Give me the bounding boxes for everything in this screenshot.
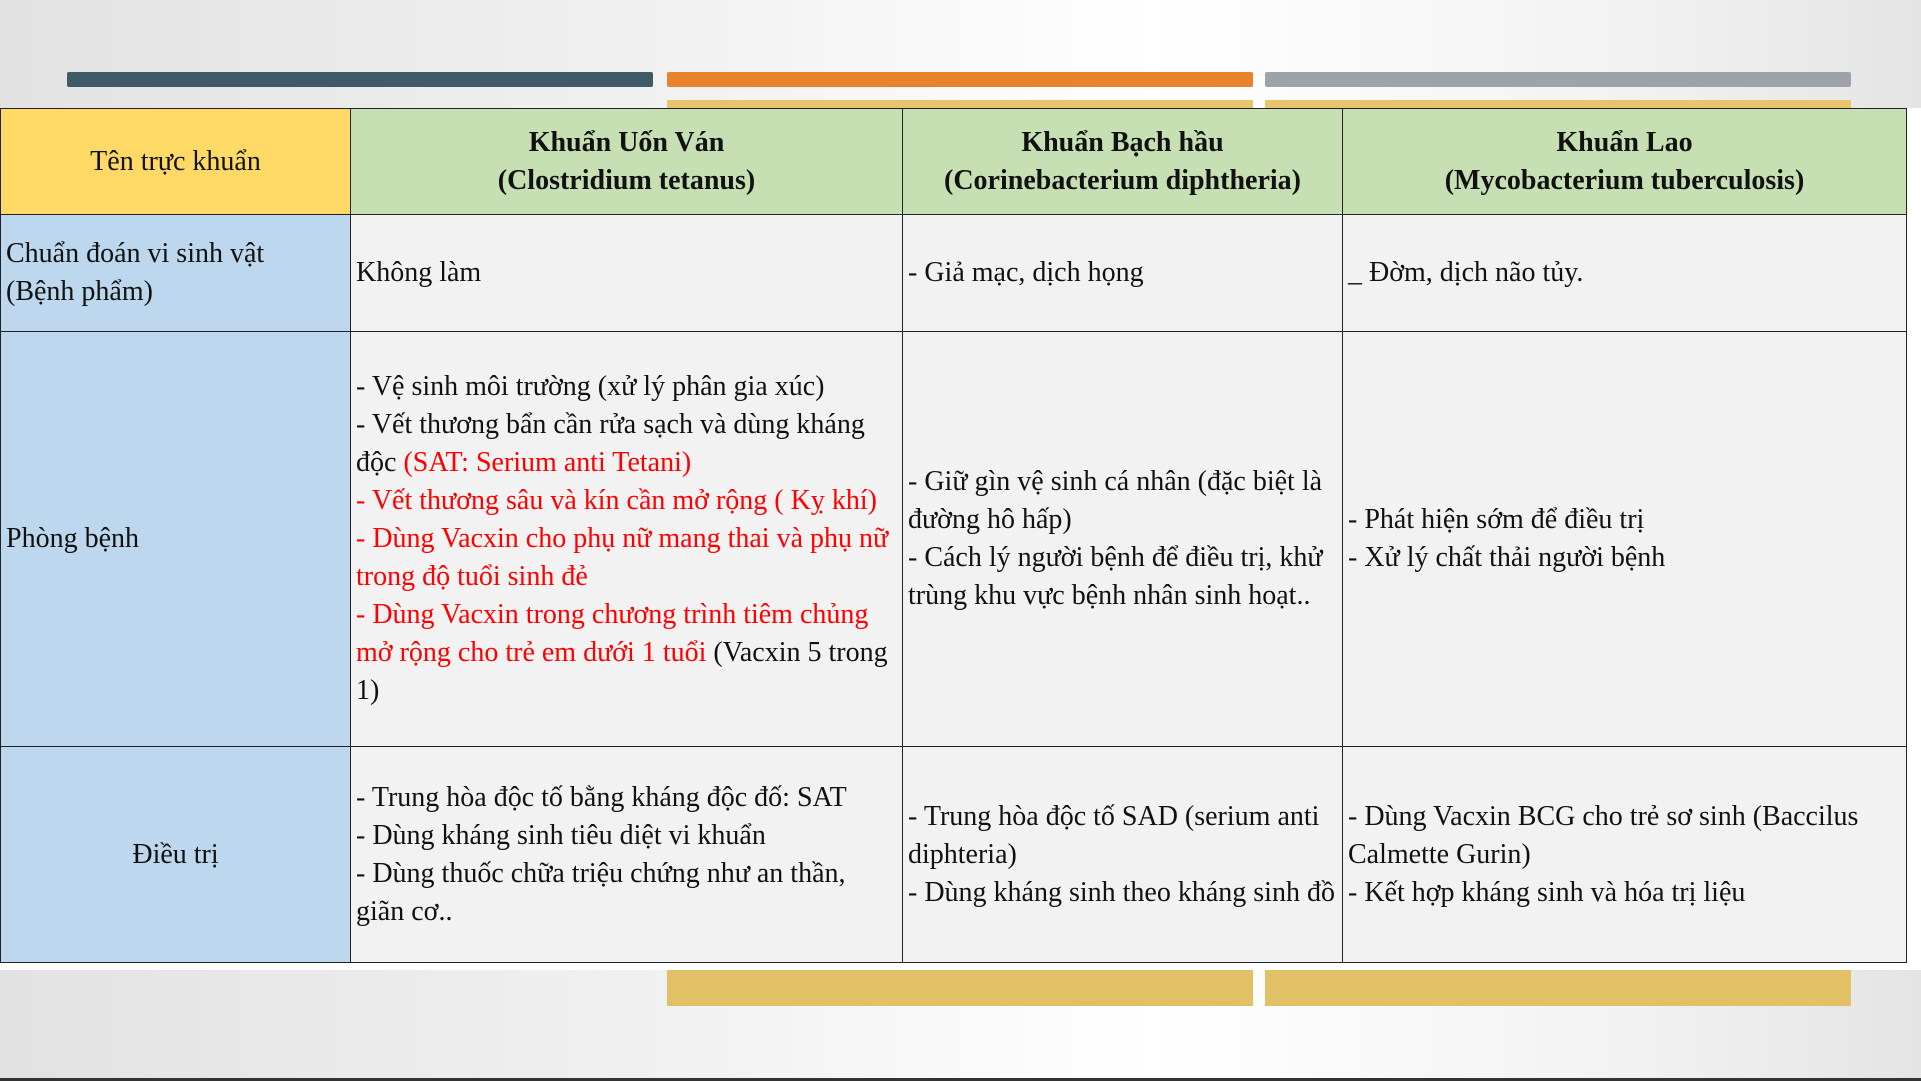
diagnosis-tetanus: Không làm — [351, 215, 903, 332]
header-tetanus-name: Khuẩn Uốn Ván — [528, 126, 725, 158]
header-diphtheria — [903, 109, 1343, 215]
header-tetanus — [351, 109, 903, 215]
header-label: Tên trực khuẩn — [90, 145, 261, 177]
header-tuberculosis-latin: (Mycobacterium tuberculosis) — [1444, 164, 1805, 196]
row-label-diagnosis — [1, 215, 351, 332]
table-row-diagnosis — [1, 215, 1907, 332]
prevention-tetanus-line2 — [356, 406, 897, 482]
diagnosis-label-line1: Chuẩn đoán vi sinh vật — [6, 238, 265, 269]
decorative-bar-gray — [1265, 72, 1851, 87]
header-diphtheria-name: Khuẩn Bạch hầu — [1021, 126, 1224, 158]
prevention-tetanus-sat: (SAT: Serium anti Tetani) — [403, 447, 692, 478]
prevention-tuberculosis-line2: - Xử lý chất thải người bệnh — [1348, 542, 1666, 573]
row-label-prevention — [1, 332, 351, 747]
treatment-tetanus-line2: - Dùng kháng sinh tiêu diệt vi khuẩn — [356, 819, 766, 851]
prevention-diphtheria-line2: - Cách lý người bệnh để điều trị, khử trùng khu vực bệnh nhân sinh hoạt.. — [908, 542, 1323, 611]
treatment-diphtheria-line1: - Trung hòa độc tố SAD (serium anti diphteria) — [908, 800, 1320, 870]
prevention-label: Phòng bệnh — [6, 523, 139, 554]
header-tuberculosis-name: Khuẩn Lao — [1556, 126, 1693, 158]
decorative-bar-slate — [67, 72, 653, 87]
prevention-tetanus-line2-text: - Vết thương bẩn cần rửa sạch và dùng kháng độc — [356, 409, 865, 478]
prevention-tetanus-line1: - Vệ sinh môi trường (xử lý phân gia xúc) — [356, 371, 825, 402]
table-row-prevention — [1, 332, 1907, 747]
prevention-tetanus-line5 — [356, 596, 897, 710]
prevention-diphtheria-line1: - Giữ gìn vệ sinh cá nhân (đặc biệt là đường hô hấp) — [908, 466, 1323, 535]
treatment-label: Điều trị — [132, 838, 219, 870]
table-header-row — [1, 109, 1907, 215]
treatment-tetanus-line1: - Trung hòa độc tố bằng kháng độc đố: SAT — [356, 781, 847, 813]
comparison-sheet — [0, 108, 1921, 970]
prevention-tetanus — [351, 332, 903, 747]
treatment-tuberculosis — [1343, 747, 1907, 963]
header-diphtheria-latin: (Corinebacterium diphtheria) — [944, 164, 1301, 196]
header-tetanus-latin: (Clostridium tetanus) — [497, 164, 756, 196]
table-row-treatment — [1, 747, 1907, 963]
treatment-tetanus-line3: - Dùng thuốc chữa triệu chứng như an thần, giãn cơ.. — [356, 857, 846, 927]
diagnosis-label-line2: (Bệnh phẩm) — [6, 276, 153, 307]
prevention-tetanus-line5-black: (Vacxin 5 trong 1) — [356, 637, 888, 706]
prevention-diphtheria — [903, 332, 1343, 747]
row-label-treatment — [1, 747, 351, 963]
bacteria-comparison-table — [0, 108, 1907, 963]
treatment-tetanus — [351, 747, 903, 963]
treatment-tuberculosis-line2: - Kết hợp kháng sinh và hóa trị liệu — [1348, 876, 1746, 908]
prevention-tetanus-line5-red: - Dùng Vacxin trong chương trình tiêm chủng mở rộng cho trẻ em dưới 1 tuổi — [356, 599, 869, 668]
prevention-tetanus-line4: - Dùng Vacxin cho phụ nữ mang thai và phụ nữ trong độ tuổi sinh đẻ — [356, 523, 889, 592]
treatment-diphtheria — [903, 747, 1343, 963]
decorative-block-gold — [667, 970, 1253, 1006]
decorative-bar-orange — [667, 72, 1253, 87]
prevention-tuberculosis — [1343, 332, 1907, 747]
diagnosis-tuberculosis: _ Đờm, dịch não tủy. — [1343, 215, 1907, 332]
prevention-tuberculosis-line1: - Phát hiện sớm để điều trị — [1348, 504, 1645, 535]
header-label-cell — [1, 109, 351, 215]
prevention-tetanus-line3: - Vết thương sâu và kín cần mở rộng ( Kỵ khí) — [356, 485, 877, 516]
diagnosis-diphtheria: - Giả mạc, dịch họng — [903, 215, 1343, 332]
header-tuberculosis — [1343, 109, 1907, 215]
decorative-block-gold — [1265, 970, 1851, 1006]
treatment-tuberculosis-line1: - Dùng Vacxin BCG cho trẻ sơ sinh (Baccilus Calmette Gurin) — [1348, 800, 1859, 870]
treatment-diphtheria-line2: - Dùng kháng sinh theo kháng sinh đồ — [908, 876, 1335, 908]
